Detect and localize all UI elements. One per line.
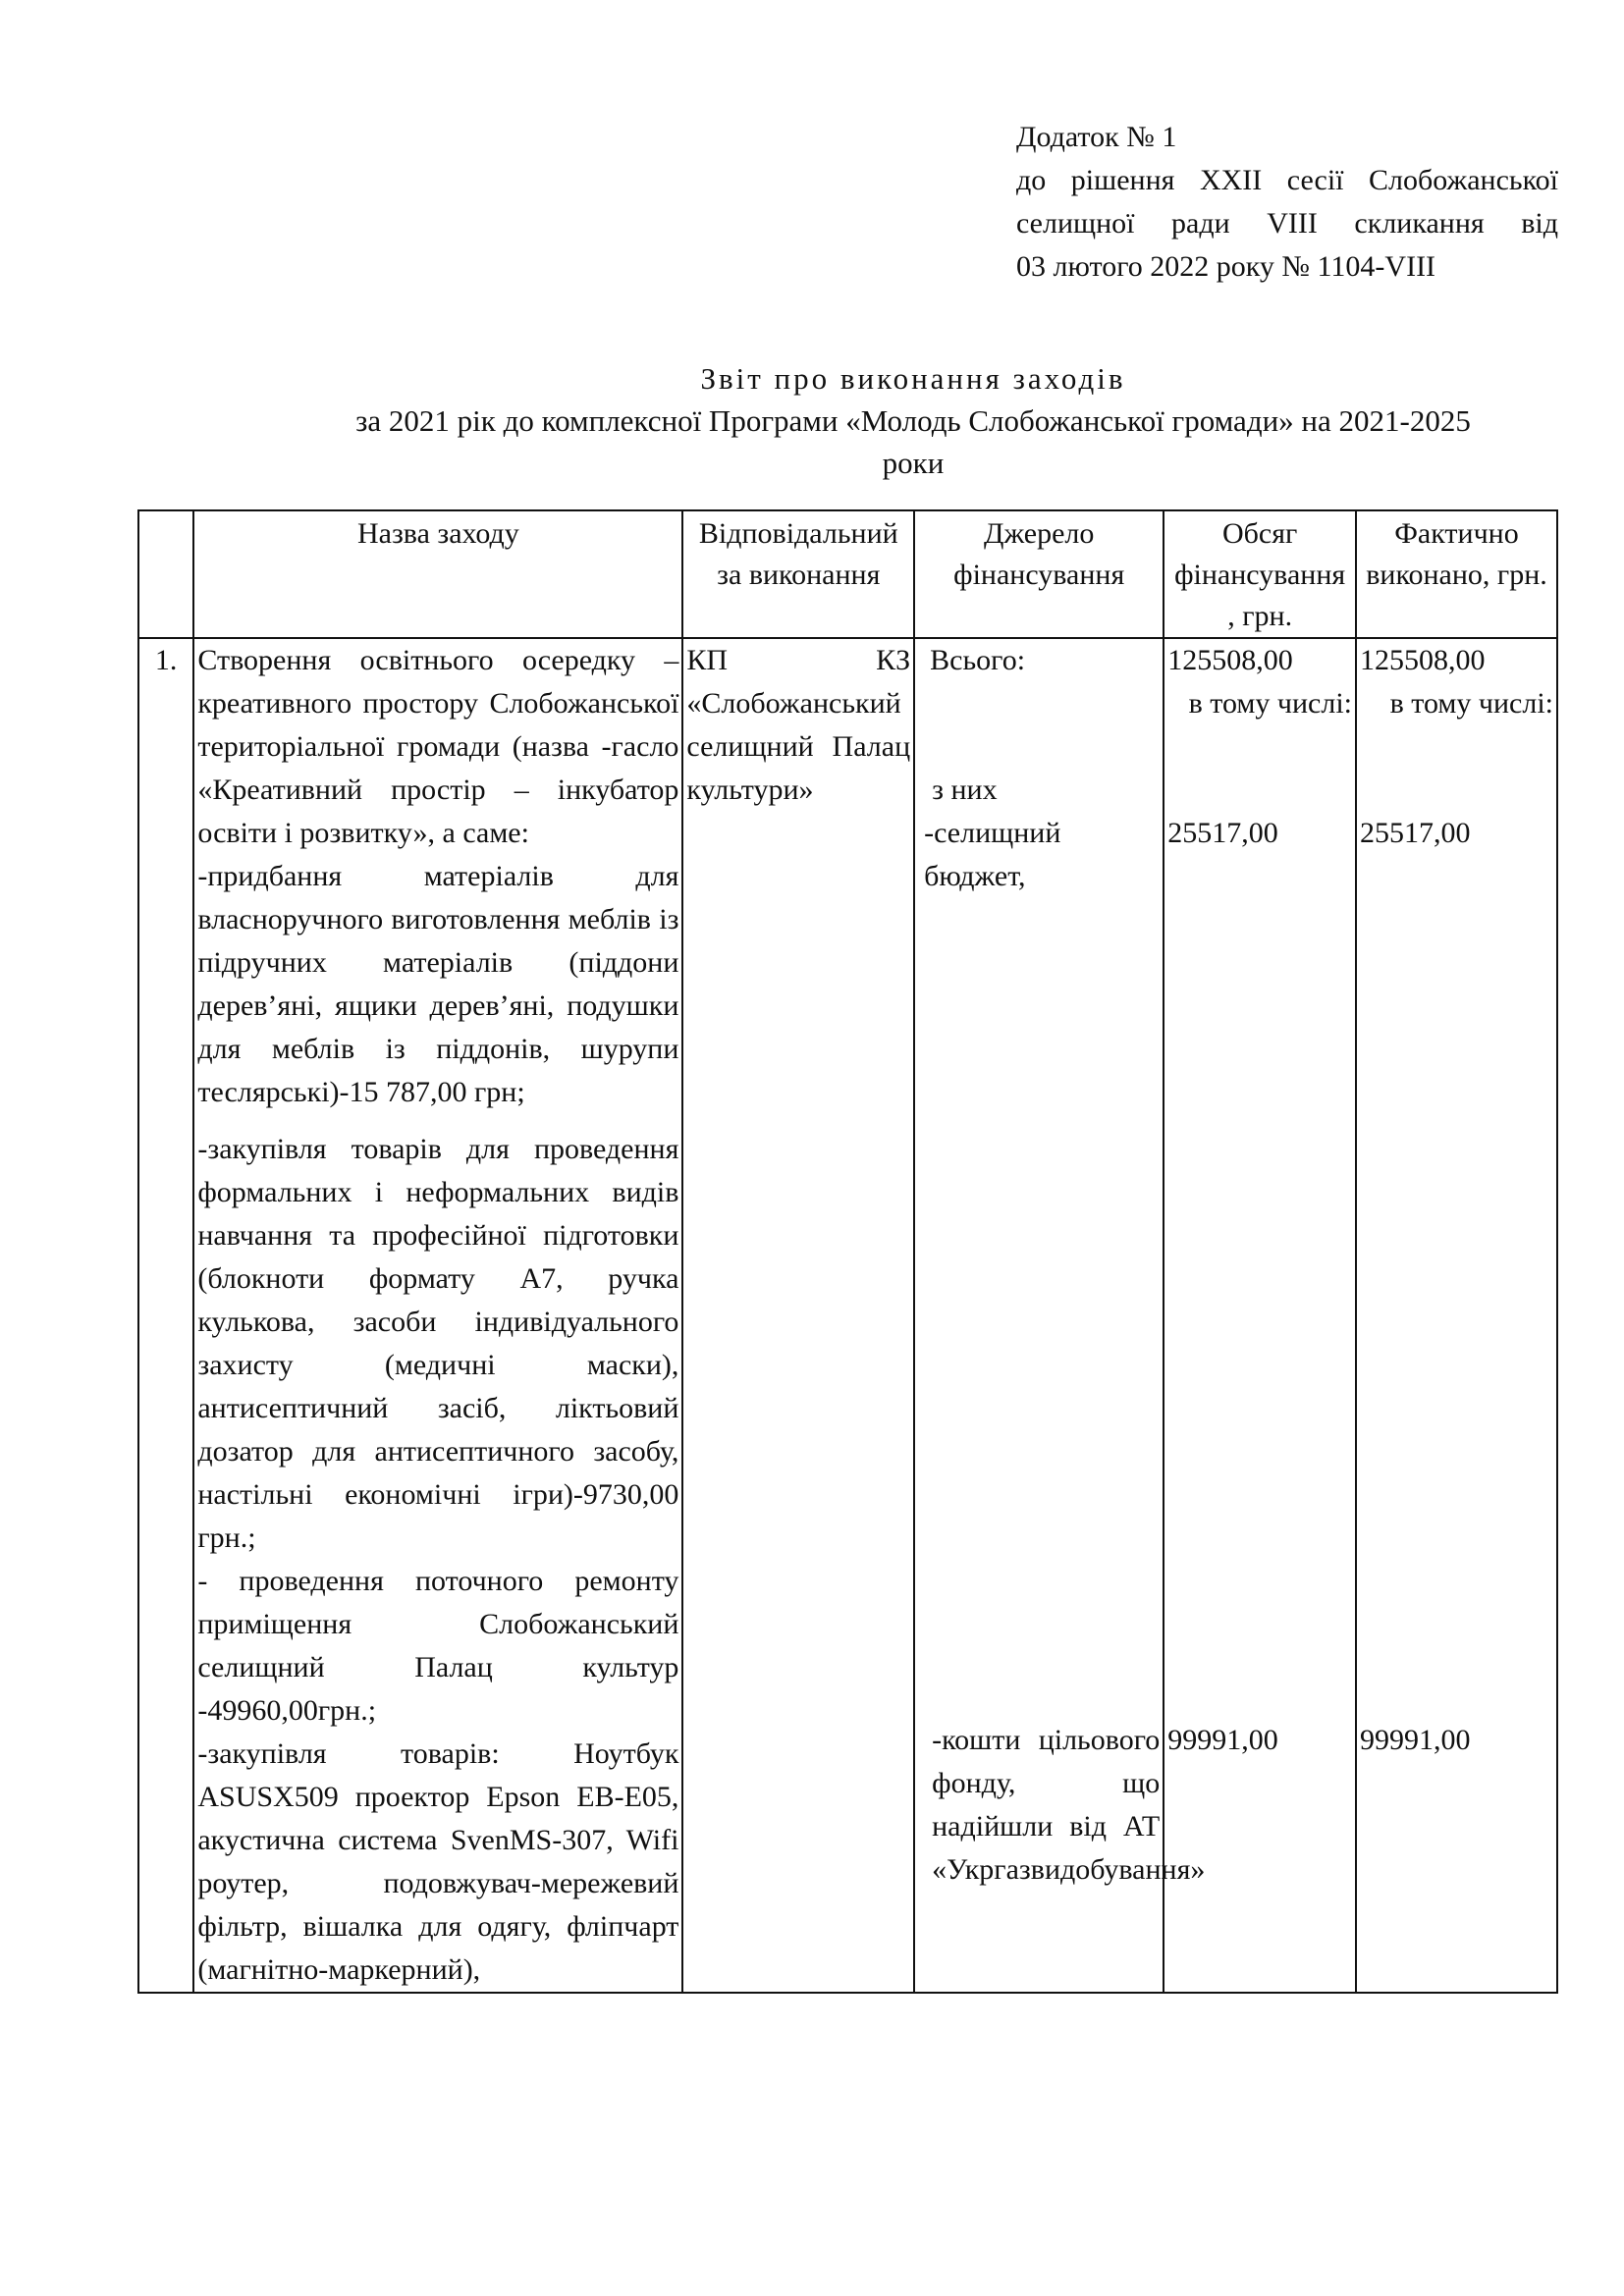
row-actual bbox=[1356, 638, 1557, 1993]
report-table bbox=[137, 509, 1558, 1994]
source-target-fund: -кошти цільового фонду, що надійшли від АТ «Укргазвидобування» bbox=[932, 1724, 1206, 1886]
table-row bbox=[138, 638, 1557, 1993]
source-of-them: з них bbox=[932, 774, 998, 806]
annex-council-line: селищної ради VIII скликання від bbox=[1016, 207, 1558, 240]
actual-total: 125508,00 bbox=[1360, 644, 1486, 676]
measure-item-goods: -закупівля товарів для проведення формальних і неформальних видів навчання та професійної підготовки (блокноти формату А7, ручка кулькова, засоби індивідуального захисту (медичні маски), антисептичний засіб, ліктьовий дозатор для антисептичного засобу, настільні економічні ігри)-9730,00 грн.; bbox=[197, 1133, 679, 1554]
amount-target-fund: 99991,00 bbox=[1167, 1724, 1278, 1756]
actual-target-fund: 99991,00 bbox=[1360, 1724, 1471, 1756]
measure-intro: Створення освітнього осередку – креативного простору Слобожанської територіальної громади (назва -гасло «Креативний простір – інкубатор освіти і розвитку», а саме: bbox=[197, 644, 679, 849]
header-name: Назва заходу bbox=[193, 510, 682, 638]
row-amount bbox=[1164, 638, 1356, 1993]
amount-local-budget: 25517,00 bbox=[1167, 817, 1278, 849]
row-number: 1. bbox=[138, 638, 193, 1993]
annex-number: Додаток № 1 bbox=[1016, 121, 1177, 153]
row-responsible: КП КЗ «Слобожанський селищний Палац культури» bbox=[682, 638, 914, 1993]
header-source: Джерело фінансування bbox=[914, 510, 1164, 638]
source-local-budget: -селищний бюджет, bbox=[924, 817, 1061, 892]
report-title: Звіт про виконання заходів bbox=[700, 361, 1126, 396]
measure-item-materials: -придбання матеріалів для власноручного виготовлення меблів із підручних матеріалів (піддони дерев’яні, ящики дерев’яні, подушки для меблів із піддонів, шурупи теслярські)-15 787,00 грн; bbox=[197, 860, 679, 1108]
header-responsible: Відповідальний за виконання bbox=[682, 510, 914, 638]
header-actual: Фактично виконано, грн. bbox=[1356, 510, 1557, 638]
measure-item-equipment: -закупівля товарів: Ноутбук ASUSX509 проектор Epson EB-E05, акустична система SvenMS-307, Wifi роутер, подовжувач-мережевий фільтр, вішалка для одягу, фліпчарт (магнітно-маркерний), bbox=[197, 1737, 679, 1986]
amount-total: 125508,00 bbox=[1167, 644, 1293, 676]
header-number bbox=[138, 510, 193, 638]
actual-local-budget: 25517,00 bbox=[1360, 817, 1471, 849]
annex-header bbox=[1016, 116, 1558, 289]
annex-date-line: 03 лютого 2022 року № 1104-VIII bbox=[1016, 250, 1436, 283]
report-subtitle: за 2021 рік до комплексної Програми «Молодь Слобожанської громади» на 2021-2025 bbox=[355, 403, 1471, 438]
source-total: Всього: bbox=[930, 644, 1026, 676]
row-measure-name bbox=[193, 638, 682, 1993]
row-source bbox=[914, 638, 1206, 1993]
table-header-row bbox=[138, 510, 1557, 638]
measure-item-repair: - проведення поточного ремонту приміщення Слобожанський селищний Палац культур -49960,00грн.; bbox=[197, 1565, 679, 1727]
report-subtitle-end: роки bbox=[882, 446, 945, 480]
header-amount: Обсяг фінансування , грн. bbox=[1164, 510, 1356, 638]
amount-including: в тому числі: bbox=[1188, 687, 1352, 720]
actual-including: в тому числі: bbox=[1389, 687, 1553, 720]
annex-decision-line: до рішення XXII сесії Слобожанської bbox=[1016, 164, 1558, 196]
